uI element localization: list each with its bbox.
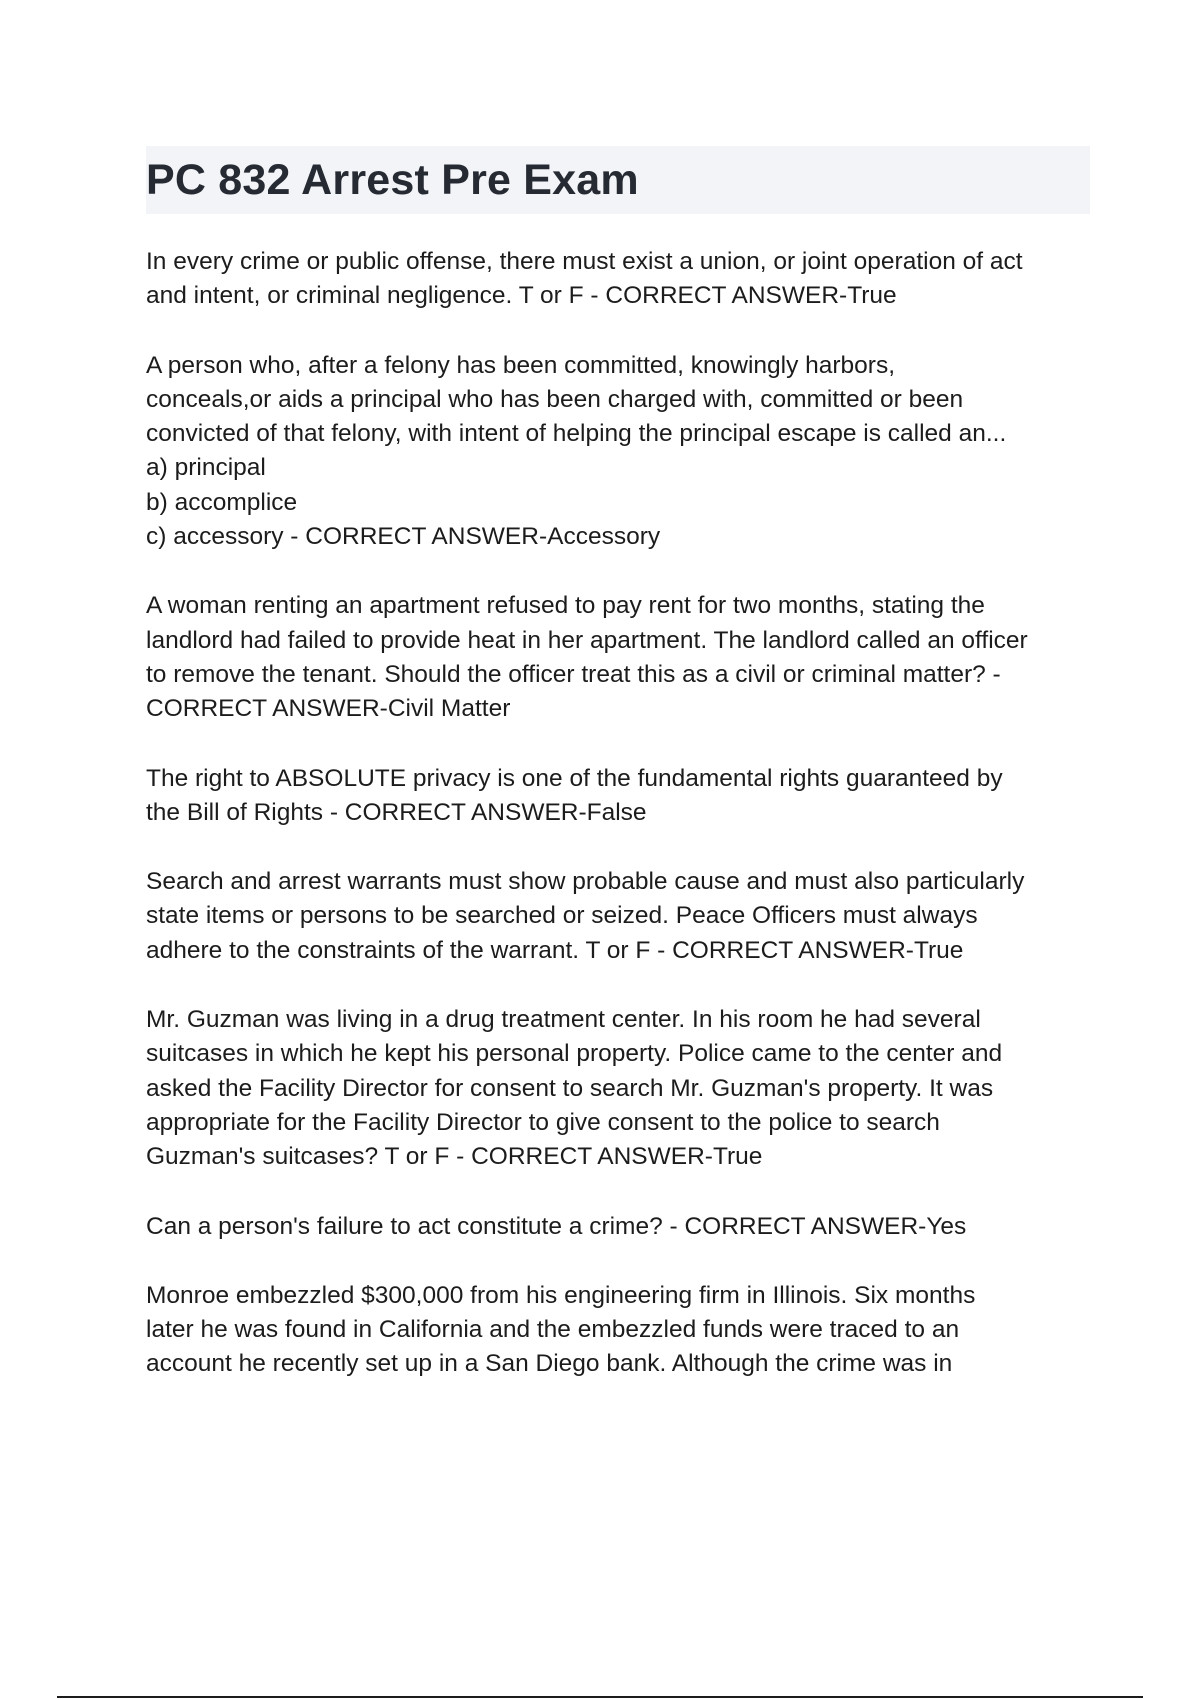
question-text-line: convicted of that felony, with intent of helping the principal escape is called an...	[146, 420, 1007, 448]
question-text-line: CORRECT ANSWER-Civil Matter	[146, 695, 511, 723]
question-list	[146, 245, 1096, 1417]
question-item	[146, 762, 1096, 831]
question-text-line: Mr. Guzman was living in a drug treatment center. In his room he had several	[146, 1006, 981, 1034]
question-text-line: adhere to the constraints of the warrant. T or F - CORRECT ANSWER-True	[146, 936, 964, 964]
question-item	[146, 589, 1096, 726]
question-item	[146, 865, 1096, 968]
question-text-line: to remove the tenant. Should the officer treat this as a civil or criminal matter? -	[146, 660, 1001, 688]
question-text-line: Search and arrest warrants must show probable cause and must also particularly	[146, 868, 1025, 896]
question-text-line: A woman renting an apartment refused to pay rent for two months, stating the	[146, 592, 985, 620]
page-title: PC 832 Arrest Pre Exam	[146, 156, 639, 204]
question-text-line: appropriate for the Facility Director to give consent to the police to search	[146, 1108, 940, 1136]
title-banner	[146, 146, 1090, 214]
question-text-line: asked the Facility Director for consent to search Mr. Guzman's property. It was	[146, 1074, 994, 1102]
question-text-line: conceals,or aids a principal who has been charged with, committed or been	[146, 385, 964, 413]
question-item	[146, 1003, 1096, 1174]
question-text-line: landlord had failed to provide heat in her apartment. The landlord called an officer	[146, 626, 1028, 654]
question-text-line: Guzman's suitcases? T or F - CORRECT ANSWER-True	[146, 1143, 763, 1171]
question-text-line: later he was found in California and the embezzled funds were traced to an	[146, 1316, 960, 1344]
question-item	[146, 349, 1096, 555]
question-text-line: Can a person's failure to act constitute a crime? - CORRECT ANSWER-Yes	[146, 1212, 967, 1240]
question-text-line: Monroe embezzled $300,000 from his engineering firm in Illinois. Six months	[146, 1281, 976, 1309]
question-item	[146, 1279, 1096, 1382]
question-text-line: account he recently set up in a San Diego bank. Although the crime was in	[146, 1350, 953, 1378]
question-text-line: c) accessory - CORRECT ANSWER-Accessory	[146, 523, 661, 551]
question-text-line: state items or persons to be searched or seized. Peace Officers must always	[146, 902, 978, 930]
question-item	[146, 245, 1096, 314]
page-bottom-rule	[57, 1696, 1143, 1698]
question-item	[146, 1210, 1096, 1244]
question-text-line: the Bill of Rights - CORRECT ANSWER-False	[146, 798, 647, 826]
question-text-line: a) principal	[146, 454, 266, 482]
question-text-line: A person who, after a felony has been committed, knowingly harbors,	[146, 351, 896, 379]
question-text-line: b) accomplice	[146, 488, 298, 516]
question-text-line: and intent, or criminal negligence. T or F - CORRECT ANSWER-True	[146, 282, 897, 310]
question-text-line: The right to ABSOLUTE privacy is one of the fundamental rights guaranteed by	[146, 764, 1003, 792]
question-text-line: suitcases in which he kept his personal property. Police came to the center and	[146, 1040, 1003, 1068]
question-text-line: In every crime or public offense, there must exist a union, or joint operation of act	[146, 248, 1023, 275]
